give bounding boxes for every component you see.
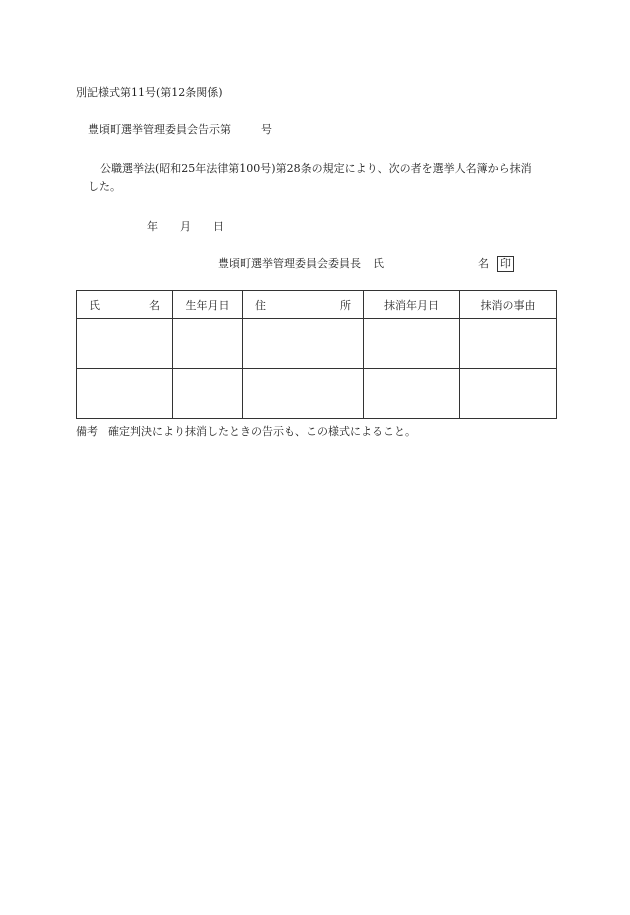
date-line: [147, 218, 224, 234]
table-cell: [77, 369, 173, 419]
table-cell: [364, 369, 460, 419]
header-address-right: 所: [340, 298, 351, 312]
signature-name-right: 名: [478, 257, 489, 270]
header-name: [77, 291, 173, 319]
header-removal-date: 抹消年月日: [364, 291, 460, 319]
remarks-text: 確定判決により抹消したときの告示も、この様式によること。: [108, 425, 416, 438]
header-birthdate: 生年月日: [173, 291, 243, 319]
header-address: [243, 291, 364, 319]
table-row: [77, 319, 557, 369]
header-name-right: 名: [149, 298, 160, 312]
notice-suffix: 号: [261, 123, 272, 136]
table-cell: [173, 319, 243, 369]
removal-table: [76, 290, 557, 419]
table-cell: [460, 369, 557, 419]
table-cell: [460, 319, 557, 369]
table-header-row: [77, 291, 557, 319]
signature-name-left: 氏: [373, 257, 384, 270]
notice-prefix: 豊頃町選挙管理委員会告示第: [88, 123, 231, 136]
seal-box: 印: [497, 256, 514, 272]
notice-number: [88, 121, 272, 137]
table-cell: [364, 319, 460, 369]
date-year: 年: [147, 220, 158, 233]
date-day: 日: [213, 220, 224, 233]
remarks: [76, 423, 416, 439]
table-row: [77, 369, 557, 419]
header-removal-reason: 抹消の事由: [460, 291, 557, 319]
table-cell: [173, 369, 243, 419]
header-name-left: 氏: [89, 298, 100, 312]
signature-line: [218, 255, 514, 272]
signature-title: 豊頃町選挙管理委員会委員長: [218, 257, 361, 270]
table-cell: [243, 369, 364, 419]
form-number: 別記様式第11号(第12条関係): [76, 86, 223, 99]
body-text-line1: 公職選挙法(昭和25年法律第100号)第28条の規定により、次の者を選挙人名簿から抹消: [100, 162, 532, 175]
body-text-line2: した。: [88, 180, 121, 193]
table-cell: [77, 319, 173, 369]
date-month: 月: [180, 220, 191, 233]
remarks-label: 備考: [76, 425, 98, 438]
header-address-left: 住: [255, 298, 266, 312]
table-cell: [243, 319, 364, 369]
